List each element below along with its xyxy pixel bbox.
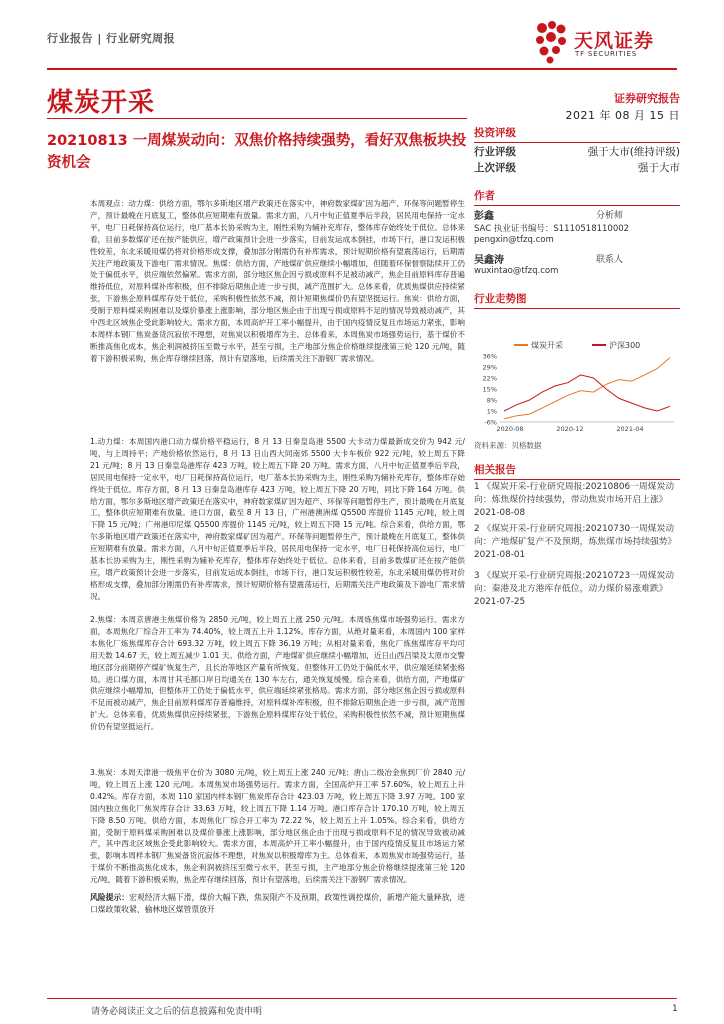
chart-series bbox=[504, 358, 670, 419]
author-2-email[interactable]: wuxintao@tfzq.com bbox=[474, 266, 559, 276]
report-subtitle: 20210813 一周煤炭动向：双焦价格持续强势，看好双焦板块投资机会 bbox=[47, 133, 467, 171]
y-tick-label: -6% bbox=[484, 418, 497, 427]
coking-coal-text: 2.焦煤：本周京唐港主焦煤价格为 2850 元/吨，较上周五上涨 250 元/吨。本周炼焦煤市场强势运行。需求方面，本周焦化厂综合开工率为 74.40%，较上周五上升 1.12%。库存方面，从绝对量来看，本周国内 100 家样本焦化厂炼焦煤库存合计 693.32 万吨，较上周五下降 36.19 万吨；从相对量来看，焦化厂炼焦煤库存平均可用天数 14.67 天，较上周五减少 1.01 天。供给方面，产地煤矿供应继续小幅增加，近日山西吕梁及太原市交警地区部分前期停产煤矿恢复生产，且长治等地区产量有所恢复。但整体开工仍处于偏低水平，供应端延续紧张格局。进口煤方面，本周甘其毛都口岸日均通关在 130 车左右，通关恢复缓慢。综合来看，供给方面，产地煤矿供应继续小幅增加，但整体开工仍处于偏低水平，供应端延续紧张格局。需求方面，部分地区焦企因亏损或原料不足而被动减产，焦企目前原料煤库存普遍维持，对原料煤补库积极，但不排除后期焦企进一步亏损，减产范围扩大。总体来看，优质焦煤供应持续紧张，下游焦企原料煤库存处于低位，采购积极性依然不减，预计短期焦煤价仍有望坚挺运行。 bbox=[90, 615, 465, 732]
author-1-cert: SAC 执业证书编号：S1110518110002 bbox=[474, 224, 630, 234]
author-2-role: 联系人 bbox=[596, 255, 624, 265]
author-1-name: 彭鑫 bbox=[474, 211, 494, 222]
related-section-title: 相关报告 bbox=[474, 462, 680, 480]
summary-text: 本周观点：动力煤：供给方面，鄂尔多斯地区增产政策还在落实中，神府数家煤矿因为超产、环保等问题暂停生产，预计最晚在月底复工，整体供应短期难有放量。需求方面，八月中旬正值夏季后半段，居民用电保持一定水平，电厂日耗保持高位运行，电厂基本长协采购为主，刚性采购为辅补充库存，整体库存始终处于低位。总体来看，目前多数煤矿还在按产能供应，增产政策预计会进一步落实，目前发运成本倒挂，市场下行，港口发运积极性较差，东北采暖用煤仍将对价格形成支撑，叠加部分刚需仍有补库需求，预计短期价格有望震荡运行，后期需关注产地政策及下游电厂需求情况。焦煤：供给方面，产地煤矿供应继续小幅增加，但随着环保督察陆续开工仍处于偏低水平，供应端依然偏紧。需求方面，部分地区焦企因亏损或原料不足被动减产，焦企目前原料库存普遍维持低位，对原料煤补库积极，但不排除后期焦企进一步亏损，减产范围扩大。总体来看，优质焦煤供应持续紧张，下游焦企原料煤库存处于低位，采购积极性依然不减，预计短期焦煤价仍有望坚挺运行。焦炭：供给方面，受制于原料煤采购困难以及煤价暴涨上涨影响，部分地区焦企由于出现亏损或原料不足的情况导致被动减产，其中西北区域焦企受此影响较大。需求方面，本周高炉开工率小幅提升，由于国内疫情反复且市场运力紧张，影响本周样本钢厂焦炭备货沉寂依不理想，对焦炭以积极增库为主。总体看来，本周焦炭市场强势运行，基于煤价不断推高焦化成本，焦企利润被挤压至微亏水平，甚至亏损，主产地部分焦企价格继续提涨第三轮 120 元/吨，随着下游积极采购，焦企库存继续回落，预计有望落地，后续需关注下游钢厂需求情况。 bbox=[90, 199, 465, 363]
chart-legend bbox=[514, 340, 640, 350]
y-tick-label: 36% bbox=[482, 352, 497, 361]
related-report-3[interactable]: 3 《煤炭开采-行业研究周报:20210723一周煤炭动向：秦港及北方港库存低位，动力煤价易涨难跌》 2021-07-25 bbox=[474, 571, 675, 607]
trend-section-title: 行业走势图 bbox=[474, 291, 680, 309]
y-tick-label: 1% bbox=[486, 407, 497, 416]
risk-text: 宏观经济大幅下滑，煤价大幅下跌，焦炭限产不及预期，政策性调控煤价，新增产能大量释放，进口煤政策收紧、榆林地区煤管票放开 bbox=[90, 893, 466, 914]
x-tick-label: 2021-04 bbox=[616, 425, 644, 433]
legend-label-coal: 煤炭开采 bbox=[531, 341, 563, 350]
related-report-1[interactable]: 1 《煤炭开采-行业研究周报:20210806一周煤炭动向：炼焦煤价持续强势，带动焦炭市场开启上涨》 2021-08-08 bbox=[474, 482, 675, 518]
logo-text-cn: 天风证券 bbox=[574, 30, 655, 52]
coke-text: 3.焦炭：本周天津港一级焦平仓价为 3080 元/吨，较上周五上涨 240 元/吨；唐山二级冶金焦到厂价 2840 元/吨，较上周五上涨 120 元/吨。本周焦炭市场强势运行。需求方面，全国高炉开工率 57.60%，较上周五上升 0.42%。库存方面，本周 110 家国内样本钢厂焦炭库存合计 423.03 万吨，较上周五下降 3.97 万吨。100 家国内独立焦化厂焦炭库存合计 33.63 万吨，较上周五下降 1.14 万吨。港口库存合计 170.10 万吨，较上周五下降 8.50 万吨。供给方面，本周焦化厂综合开工率为 72.22 %，较上周五上升 1.05%。综合来看，供给方面，受制于原料煤采购困难以及煤价暴涨上涨影响，部分地区焦企由于出现亏损或原料不足的情况导致被动减产，其中西北区域焦企受此影响较大。需求方面，本周高炉开工率小幅提升，由于国内疫情反复且市场运力紧张，影响本周样本钢厂焦炭备货沉寂体不理想，对焦炭以积极增库为主。总体看来，本周焦炭市场强势运行，基于煤价不断推高焦化成本，焦企利润被挤压至微亏水平，甚至亏损，主产地部分焦企价格继续提涨第三轮 120 元/吨，随着下游积极采购，焦企库存继续回落，预计有望落地，后续需关注下游钢厂需求情况。 bbox=[90, 768, 465, 885]
y-tick-label: 15% bbox=[482, 385, 497, 394]
x-tick-label: 2020-08 bbox=[496, 425, 524, 433]
previous-rating-row bbox=[474, 160, 680, 176]
title-divider bbox=[47, 118, 467, 119]
y-axis bbox=[483, 353, 674, 427]
trend-chart bbox=[474, 334, 680, 436]
company-logo bbox=[532, 18, 682, 70]
coking-coal-paragraph bbox=[90, 614, 465, 733]
logo-text-en: TF SECURITIES bbox=[575, 50, 637, 58]
chart-source: 资料来源：贝格数据 bbox=[474, 441, 542, 450]
x-axis bbox=[496, 425, 643, 433]
legend-label-csi300: 沪深300 bbox=[609, 341, 641, 350]
coke-paragraph bbox=[90, 767, 465, 886]
breadcrumb: 行业报告 | 行业研究周报 bbox=[47, 32, 176, 45]
footer-disclaimer: 请务必阅读正文之后的信息披露和免责申明 bbox=[91, 1007, 263, 1017]
previous-rating-label: 上次评级 bbox=[474, 162, 516, 174]
report-type: 证券研究报告 bbox=[614, 92, 680, 105]
header-divider bbox=[47, 68, 677, 70]
series-line-coal bbox=[504, 358, 670, 419]
industry-rating-row bbox=[474, 144, 680, 160]
footer-divider bbox=[47, 998, 677, 999]
thermal-coal-paragraph bbox=[90, 436, 465, 603]
summary-paragraph bbox=[90, 198, 465, 365]
authors-section-title: 作者 bbox=[474, 188, 680, 206]
report-date: 2021 年 08 月 15 日 bbox=[565, 109, 680, 122]
series-line-csi300 bbox=[504, 375, 670, 411]
industry-rating-value: 强于大市(维持评级) bbox=[587, 146, 680, 158]
industry-title: 煤炭开采 bbox=[47, 88, 156, 118]
x-tick-label: 2020-12 bbox=[556, 425, 584, 433]
y-tick-label: 22% bbox=[482, 374, 497, 383]
tf-logo-icon bbox=[532, 20, 570, 64]
rating-section-title: 投资评级 bbox=[474, 125, 680, 143]
thermal-coal-text: 1.动力煤：本周国内港口动力煤价格平稳运行，8 月 13 日秦皇岛港 5500 大卡动力煤最新成交价为 942 元/吨，与上周持平；产地价格依然运行，8 月 13 日山西大同南郊 5500 大卡车板价 922 元/吨，较上周五下降 21 元/吨；8 月 13 日秦皇岛港库存 423 万吨，较上周五下降 20 万吨。需求方面，八月中旬正值夏季后半段，居民用电保持一定水平，电厂日耗保持高位运行，电厂基本长协采购为主，刚性采购为辅补充库存，整体库存始终处于低位。库存方面，8 月 13 日秦皇岛港库存 423 万吨，较上周五下降 20 万吨，同比下降 164 万吨。供给方面，鄂尔多斯地区增产政策还在落实中，神府数家煤矿因为超产、环保等问题暂停生产，预计最晚在月底复工，整体供应短期难有放量。进口方面，截至 8 月 13 日，广州港澳洲煤 Q5500 库提价 1145 元/吨，较上周下降 15 元/吨；广州港印尼煤 Q5500 库提价 1145 元/吨，较上周五下降 15 元/吨。综合来看，供给方面，鄂尔多斯地区增产政策还在落实中，神府数家煤矿因为超产、环保等问题暂停生产，预计最晚在月底复工，整体供应短期难有放量。需求方面，八月中旬正值夏季后半段，居民用电保持一定水平，电厂日耗保持高位运行，电厂基本长协采购为主，刚性采购为辅补充库存，整体库存始终处于低位。总体来看，目前多数煤矿还在按产能供应，增产政策预计会进一步落实，目前发运成本倒挂，市场下行，港口发运积极性较差，东北采暖用煤仍将对价格形成支撑，叠加部分刚需仍有补库需求，预计短期价格有望震荡运行，后期需关注产地政策及下游电厂需求情况。 bbox=[90, 437, 465, 601]
page-number: 1 bbox=[672, 1004, 678, 1014]
author-1-role: 分析师 bbox=[596, 211, 624, 221]
y-tick-label: 29% bbox=[482, 363, 497, 372]
author-2-name: 吴鑫涛 bbox=[474, 255, 504, 266]
y-tick-label: 8% bbox=[486, 396, 497, 405]
risk-label: 风险提示： bbox=[90, 893, 130, 902]
related-report-2[interactable]: 2 《煤炭开采-行业研究周报:20210730一周煤炭动向：产地煤矿复产不及预期，炼焦煤市场持续强势》 2021-08-01 bbox=[474, 524, 677, 560]
risk-paragraph bbox=[90, 892, 465, 916]
industry-rating-label: 行业评级 bbox=[474, 146, 516, 158]
previous-rating-value: 强于大市 bbox=[638, 162, 680, 174]
author-1-email[interactable]: pengxin@tfzq.com bbox=[474, 235, 554, 245]
trend-chart-svg bbox=[474, 334, 680, 436]
